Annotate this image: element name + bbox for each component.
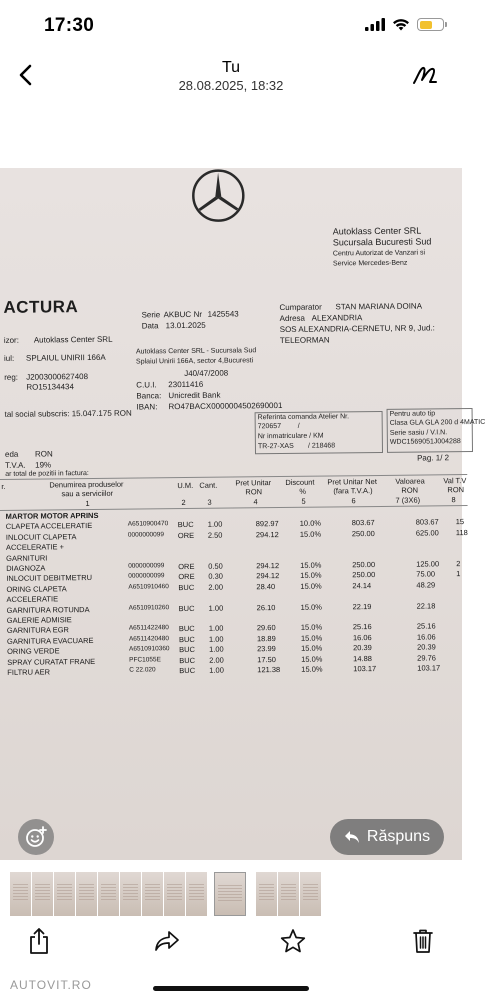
ref-label: Referinta comanda Atelier Nr. [257,413,350,422]
cif-value: RO15134434 [26,382,74,392]
cell-cant: 2.50 [207,530,223,540]
status-icons [365,18,444,31]
cell-val: 103.17 [417,663,441,673]
cell-net: 22.19 [352,601,372,611]
thumbnail[interactable] [278,872,300,916]
nr-inm-value: TR-27-XAS [257,442,294,451]
cell-name: DIAGNOZA [6,563,46,573]
cell-net: 803.67 [351,518,375,528]
nr-value: 1425543 [207,309,239,319]
data-label: Data [141,321,159,331]
cell-pret: 294.12 [255,529,279,540]
adresa-line3: TELEORMAN [279,335,330,346]
cell-cant: 2.00 [208,582,224,592]
bottom-toolbar [0,918,462,978]
cell-val: 25.16 [416,621,436,631]
cell-net: 14.88 [353,653,372,663]
cui-value: 23011416 [168,379,204,390]
auto-tip-label: Pentru auto tip [389,410,436,418]
cell-name: ORING CLAPETA [6,584,67,594]
reply-label: Răspuns [366,828,431,845]
cell-name: CLAPETA ACCELERATIE [5,521,93,532]
th-pret-ron: RON [245,487,263,497]
cell-val: 16.06 [416,632,436,642]
cell-val: 20.39 [416,642,436,652]
supplier-name: Autoklass Center SRL [332,225,422,237]
cell-um: BUC [179,665,196,676]
cell-pret: 29.60 [256,623,276,633]
cell-cant: 1.00 [209,644,224,654]
vehicle-box [387,408,486,453]
adresa-line1: ALEXANDRIA [311,313,363,323]
tapback-button[interactable] [18,819,54,855]
branch-reg: J40/47/2008 [184,368,229,379]
thumbnail[interactable] [186,872,208,916]
cell-disc: 15.0% [299,529,322,539]
cell-pret: 294.12 [256,571,280,581]
furnizor-value: Autoklass Center SRL [33,334,113,345]
data-value: 13.01.2025 [165,320,206,331]
cell-val: 48.29 [416,580,436,590]
thumbnail[interactable] [76,872,98,916]
cell-code: PFC1055E [129,655,161,664]
nav-title: Tu [221,59,241,76]
cell-name: FILTRU AER [7,667,51,677]
cell-code: A6511420480 [128,634,169,643]
cell-um: BUC [178,624,195,634]
cell-cant: 1.00 [208,634,224,644]
sediu-label: iul: [3,353,15,363]
cell-pret: 17.50 [257,654,276,664]
branch-address-2: Splaiul Unirii 166A, sector 4,Bucuresti [136,357,254,366]
cell-net: 250.00 [351,528,375,539]
cell-name: GARNITURA EVACUARE [6,635,94,646]
cell-tva: 118 [455,527,468,537]
th-col-5: 5 [301,496,306,506]
share-button[interactable] [24,926,54,956]
km-value: / 218468 [307,442,336,450]
banca-label: Banca: [136,391,162,401]
th-col-4: 4 [253,497,258,507]
furnizor-label: izor: [3,335,19,345]
status-bar [0,0,462,52]
cell-disc: 15.0% [301,664,323,674]
table-header [0,474,468,511]
reg-value: J2003000627408 [26,372,89,382]
th-um: U.M. [177,480,194,491]
supplier-service: Service Mercedes-Benz [332,259,408,268]
nr-label: Nr [193,309,203,319]
cell-pret: 892.97 [255,519,279,529]
cell-tva: 2 [456,559,461,569]
thumbnail[interactable] [54,872,76,916]
th-col-6: 6 [351,496,356,506]
cumparator-value: STAN MARIANA DOINA [335,301,423,312]
reply-arrow-icon [344,830,360,844]
cell-um: ORE [178,572,195,582]
cell-net: 16.06 [352,632,372,643]
cell-net: 250.00 [352,560,376,570]
th-discount-pct: % [299,486,307,496]
forward-arrow-icon [154,930,180,952]
tva-value: 19% [35,460,52,470]
cell-code: A6510910260 [128,603,170,612]
thumbnail[interactable] [164,872,186,916]
supplier-auth: Centru Autorizat de Vanzari si [332,249,426,258]
cell-net: 20.39 [352,643,372,653]
nav-bar [0,52,462,100]
cell-net: 24.14 [352,580,372,591]
cell-disc: 15.0% [300,581,322,591]
cellular-signal-icon [365,18,385,31]
cell-code: A6511422480 [128,624,169,633]
cell-val: 29.76 [417,652,436,663]
cell-pret: 23.99 [257,644,276,654]
cell-net: 103.17 [353,664,377,674]
cell-cant: 2.00 [209,655,224,665]
cell-net: 25.16 [352,622,372,632]
cell-name: MARTOR MOTOR APRINS [5,510,99,521]
cell-code: 0000000099 [127,531,165,539]
th-denumire: Denumirea produselor [49,479,124,490]
banca-value: Unicredit Bank [168,390,221,401]
thumbnail-strip[interactable] [0,872,462,916]
ref-value: 720657 [257,423,282,431]
thumbnail-selected[interactable] [214,872,246,916]
thumbnail[interactable] [120,872,142,916]
iban-label: IBAN: [136,402,158,412]
cell-name: INLOCUIT CLAPETA [5,531,77,542]
th-cant: Cant. [199,480,218,490]
cell-um: BUC [179,645,195,655]
page-number: Pag. 1/ 2 [417,453,450,463]
cell-code: 0000000099 [128,562,165,570]
cell-cant: 1.00 [208,624,224,634]
cell-um: ORE [178,561,195,572]
iban-value: RO47BACX0000004502690001 [168,400,283,412]
favorite-button[interactable] [278,926,308,956]
home-indicator[interactable] [153,986,309,991]
wifi-icon [392,18,410,31]
tva-label: T.V.A. [5,460,26,470]
cell-name: ORING VERDE [7,646,60,657]
th-val-tva-ron: RON [447,485,465,495]
cell-disc: 10.0% [299,518,322,529]
auto-tip-value: Clasa GLA GLA 200 d 4MATIC [389,418,486,427]
cell-tva: 1 [456,569,461,579]
th-pret-net: Pret Unitar Net [327,477,377,487]
cell-code: A6510910360 [129,645,170,653]
cell-disc: 15.0% [300,602,322,612]
th-col-7: 7 (3X6) [395,495,421,505]
th-col-1: 1 [85,499,90,509]
cell-cant: 1.00 [209,665,224,675]
cell-cant: 0.50 [208,561,223,571]
supplier-branch: Sucursala Bucuresti Sud [332,236,432,248]
invoice-title: ACTURA [3,297,79,317]
markup-button[interactable] [410,60,440,90]
th-denumire-2: sau a serviciilor [61,488,114,499]
branch-address-1: Autoklass Center SRL - Sucursala Sud [135,347,257,356]
thumbnail[interactable] [300,872,322,916]
share-icon [28,927,50,955]
capital-text: tal social subscris: 15.047.175 RON [4,408,132,419]
trash-icon [412,928,434,954]
cell-val: 625.00 [415,528,439,538]
cell-disc: 15.0% [301,654,323,664]
battery-icon [417,18,444,31]
cell-um: BUC [179,655,196,665]
cell-pret: 26.10 [256,602,276,612]
cell-pret: 18.89 [256,633,276,644]
ref-slash: / [297,422,300,430]
thumbnail[interactable] [256,872,278,916]
cell-um: BUC [178,603,195,613]
th-col-8: 8 [451,495,456,505]
th-discount: Discount [285,477,315,487]
cell-disc: 15.0% [300,570,322,581]
cell-name: ACCELERATIE [6,594,59,605]
vin-label: Serie sasiu / V.I.N. [389,429,448,437]
cell-um: BUC [178,582,195,592]
cell-tva: 15 [455,517,465,527]
cell-code: A6510910460 [128,582,169,591]
th-pret-net-2: (fara T.V.A.) [333,486,373,496]
cell-disc: 15.0% [301,643,323,653]
serie-label: Serie [141,310,161,320]
thumbnail[interactable] [32,872,54,916]
cell-pret: 121.38 [257,665,281,675]
th-val-tva: Val T.V [443,476,467,486]
thumbnail[interactable] [142,872,164,916]
cell-code: 0000000099 [128,572,165,581]
cell-net: 250.00 [352,570,376,580]
th-col-3: 3 [207,497,212,507]
sediu-value: SPLAIUL UNIRII 166A [25,352,106,363]
adresa-line2: SOS ALEXANDRIA-CERNETU, NR 9, Jud.: [279,323,435,335]
cell-name: INLOCUIT DEBITMETRU [6,573,93,584]
th-col-2: 2 [181,498,186,508]
cell-val: 22.18 [416,600,436,611]
moneda-label: eda [4,449,19,459]
star-icon [280,928,306,954]
cui-label: C.U.I. [136,380,157,390]
cell-name: SPRAY CURATAT FRANE [7,656,96,667]
th-valoarea: Valoarea [395,476,425,486]
cell-name: GARNITURA ROTUNDA [6,604,90,615]
invoice-photo[interactable] [0,168,486,860]
delete-button[interactable] [408,926,438,956]
th-pret: Pret Unitar [235,478,272,488]
cell-name: GALERIE ADMISIE [6,615,72,625]
nav-subtitle: 28.08.2025, 18:32 [178,78,284,93]
cell-name: GARNITURI [6,553,48,563]
cell-code: A6510900470 [127,520,169,529]
thumbnail[interactable] [10,872,32,916]
cell-um: BUC [177,520,194,530]
forward-button[interactable] [152,926,182,956]
cell-code: C 22.020 [129,666,156,674]
cell-name: ACCELERATIE + [5,542,65,553]
status-time: 17:30 [44,15,95,36]
moneda-value: RON [34,449,53,459]
serie-value: AKBUC [163,309,192,320]
invoice-paper [0,163,486,860]
cell-val: 803.67 [415,517,439,527]
cell-um: ORE [177,530,195,540]
cell-cant: 0.30 [208,572,223,582]
total-pozitii: ar total de pozitii in factura: [5,470,89,478]
cumparator-label: Cumparator [279,302,322,313]
cell-name: GARNITURA EGR [6,625,69,636]
cell-cant: 1.00 [207,520,223,530]
add-emoji-icon [25,826,47,848]
reference-box [255,411,383,454]
cell-disc: 15.0% [300,633,323,643]
th-nr: r. [1,481,6,491]
reg-label: reg: [4,372,19,382]
cell-disc: 15.0% [300,622,323,633]
cell-pret: 294.12 [256,561,280,571]
cell-val: 125.00 [416,559,440,569]
cell-val: 75.00 [416,569,436,579]
vin-value: WDC1569051J004288 [389,438,461,446]
cell-disc: 15.0% [300,560,322,570]
watermark: AUTOVIT.RO [10,978,92,992]
mercedes-logo-icon [190,167,247,224]
markup-pen-icon [412,64,438,86]
cell-um: BUC [178,634,195,644]
thumbnail[interactable] [98,872,120,916]
th-valoarea-ron: RON [401,485,419,495]
nr-inm-label: Nr inmatriculare / KM [257,432,324,441]
reply-button[interactable] [330,819,444,855]
cell-pret: 28.40 [256,581,276,592]
cell-cant: 1.00 [208,603,224,613]
adresa-label: Adresa [279,313,305,324]
